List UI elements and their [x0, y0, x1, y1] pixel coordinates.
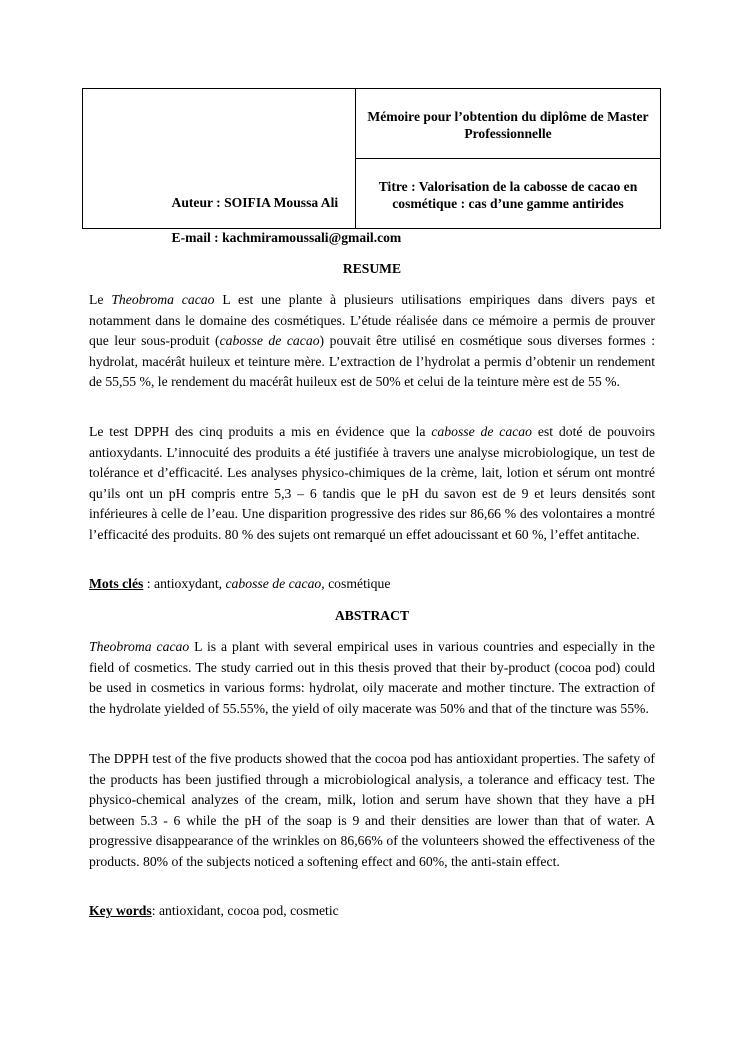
author-label: Auteur : SOIFIA Moussa Ali: [171, 194, 339, 210]
resume-p2-text-a: Le test DPPH des cinq produits a mis en évidence que la: [89, 424, 432, 439]
resume-p1-text-c: L est une plante à plusieurs utilisations empiriques dans divers pays et notamment dans le domaine des cosmétiques. L’étude réalisée dans ce mémoire a permis de prouver que leur sous-produit (: [89, 292, 655, 348]
abstract-heading: ABSTRACT: [334, 608, 410, 623]
title-cell: [356, 159, 661, 229]
abstract-keywords-text: : antioxidant, cocoa pod, cosmetic: [151, 903, 339, 918]
resume-p1-text-e: ) pouvait être utilisé en cosmétique sous diverses formes : hydrolat, macérât huileux et teinture mère. L’extraction de l’hydrolat a permis d’obtenir un rendement de 55,55 %, le rendement du macérât huileux est de 50% et celui de la teinture mère est de 55 %.: [89, 333, 655, 389]
resume-keywords-a: : antioxydant,: [143, 576, 226, 591]
resume-heading: RESUME: [342, 261, 402, 276]
resume-keywords: [89, 574, 655, 595]
degree-text: Mémoire pour l’obtention du diplôme de Master Professionnelle: [367, 109, 649, 141]
abstract-p1-species: Theobroma cacao: [89, 639, 190, 654]
resume-p1-cabosse: cabosse de cacao: [219, 333, 320, 348]
resume-keywords-c: , cosmétique: [321, 576, 391, 591]
header-table: [82, 88, 661, 245]
abstract-paragraph-1: [89, 637, 655, 719]
email-label: E-mail : kachmiramoussali@gmail.com: [171, 229, 402, 245]
resume-p1-text-a: Le: [89, 292, 112, 307]
resume-p1-species: Theobroma cacao: [111, 292, 215, 307]
abstract-p1-text: L is a plant with several empirical uses in various countries and especially in the field of cosmetics. The study carried out in this thesis proved that their by-product (cocoa pod) could be used in cosmetics in various forms: hydrolat, oily macerate and mother tincture. The extraction of the hydrolate yielded of 55.55%, the yield of oily macerate was 50% and that of the tincture was 55%.: [89, 639, 655, 716]
resume-paragraph-2: [89, 422, 655, 545]
resume-paragraph-1: [89, 290, 655, 393]
abstract-paragraph-2: The DPPH test of the five products showed that the cocoa pod has antioxidant properties. The safety of the products has been justified through a microbiological analysis, a tolerance and efficacy test. The physico-chemical analyzes of the cream, milk, lotion and serum have shown that they have a pH between 5.3 - 6 while the pH of the soap is 9 and their densities are lower than that of water. A progressive disappearance of the wrinkles on 86,66% of the volunteers showed the effectiveness of the products. 80% of the subjects noticed a softening effect and 60%, the anti-stain effect.: [89, 751, 655, 869]
resume-keywords-label: Mots clés: [89, 576, 144, 591]
author-cell: [83, 89, 402, 245]
resume-p2-cabosse: cabosse de cacao: [431, 424, 532, 439]
degree-cell: [356, 89, 661, 159]
abstract-keywords-label: Key words: [89, 903, 152, 918]
thesis-title: Titre : Valorisation de la cabosse de cacao en cosmétique : cas d’une gamme antirides: [378, 179, 638, 211]
resume-keywords-cabosse: cabosse de cacao: [225, 576, 322, 591]
abstract-keywords: [89, 901, 655, 922]
resume-p2-text-c: est doté de pouvoirs antioxydants. L’innocuité des produits a été justifiée à travers une analyse microbiologique, un test de tolérance et d’efficacité. Les analyses physico-chimiques de la crème, lait, lotion et sérum ont montré qu’ils ont un pH compris entre 5,3 – 6 tandis que le pH du savon est de 9 et leurs densités sont inférieures à celle de l’eau. Une disparition progressive des rides sur 86,66 % des volontaires a montré l’efficacité des produits. 80 % des sujets ont remarqué un effet adoucissant et 60 %, l’effet antitache.: [89, 424, 655, 542]
